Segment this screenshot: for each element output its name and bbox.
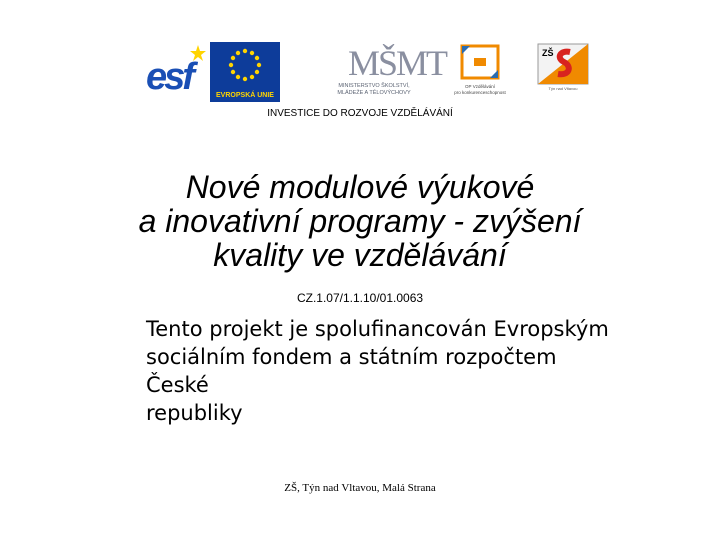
title-line1: Nové modulové výukové [185,169,535,205]
school-logo [530,42,596,92]
school-emblem-icon [530,42,596,86]
footer-school-name: ZŠ, Týn nad Vltavou, Malá Strana [284,482,436,494]
funding-line1: Tento projekt je spolufinancován Evropským [146,317,609,341]
funding-line2: sociálním fondem a státním rozpočtem České [146,345,557,397]
msmt-logo [326,42,447,102]
op-vk-logo [448,42,512,102]
esf-logo [146,42,208,102]
op-caption-line1: OP Vzdělávání [465,84,495,89]
op-caption-line2: pro konkurenceschopnost [454,90,506,95]
esf-logo-text: esf [146,56,192,98]
funding-statement [146,315,616,427]
title-line3: kvality ve vzdělávání [213,237,507,273]
op-frame-icon [448,42,512,84]
logo-bar [146,42,606,104]
school-mark-text: ZŠ [542,48,554,58]
msmt-mark: MŠMT [348,43,447,83]
funding-line3: republiky [146,401,243,425]
investice-tagline: INVESTICE DO ROZVOJE VZDĚLÁVÁNÍ [267,108,453,119]
eu-stars-icon [225,45,265,85]
msmt-name-line1: MINISTERSTVO ŠKOLSTVÍ, [338,83,410,89]
page-title [60,170,660,272]
school-caption: Týn nad Vltavou [548,86,578,91]
esf-stars-icon [188,44,208,64]
eu-logo-text: EVROPSKÁ UNIE [216,92,274,99]
op-caption [448,84,512,96]
title-line2: a inovativní programy - zvýšení [138,203,582,239]
eu-logo [210,42,280,102]
project-code: CZ.1.07/1.1.10/01.0063 [296,291,424,305]
msmt-name-line2: MLÁDEŽE A TĚLOVÝCHOVY [337,90,411,96]
